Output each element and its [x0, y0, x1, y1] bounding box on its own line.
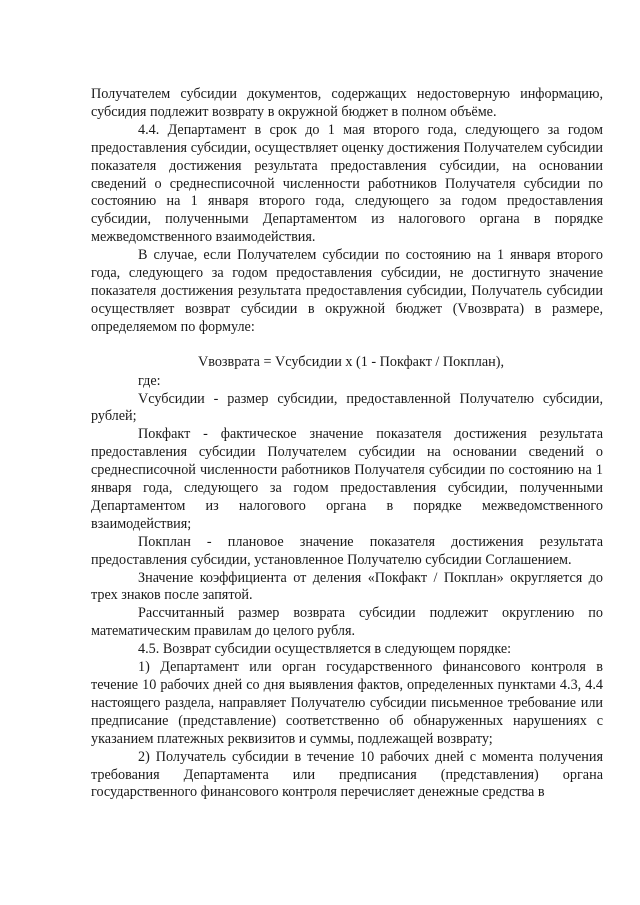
definition-vsubsidy: Vсубсидии - размер субсидии, предоставленной Получателю субсидии, рублей; — [91, 390, 603, 425]
paragraph-coefficient-rounding: Значение коэффициента от деления «Покфакт / Покплан» округляется до трех знаков после запятой. — [91, 569, 603, 604]
definition-pokfakt: Покфакт - фактическое значение показателя достижения результата предоставления субсидии Получателем субсидии на основании сведений о среднесписочной численности работников Получателя субсидии по состоянию на 1 января года, следующего за годом предоставления субсидии, полученными Департаментом из налогового органа в порядке межведомственного взаимодействия; — [91, 426, 603, 532]
refund-formula: Vвозврата = Vсубсидии x (1 - Покфакт / Покплан), — [197, 353, 504, 370]
paragraph-not-achieved: В случае, если Получателем субсидии по состоянию на 1 января второго года, следующего за годом предоставления субсидии, не достигнуто значение показателя достижения результата предоставления субсидии, Получатель субсидии осуществляет возврат субсидии в окружной бюджет (Vвозврата) в размере, определяемом по формуле: — [91, 247, 603, 335]
paragraph-refund-full-amount: Получателем субсидии документов, содержащих недостоверную информацию, субсидия подлежит возврату в окружной бюджет в полном объёме. — [91, 86, 603, 120]
paragraph-4-5: 4.5. Возврат субсидии осуществляется в следующем порядке: — [138, 641, 512, 658]
formula-where: где: — [138, 372, 161, 389]
definition-pokplan: Покплан - плановое значение показателя достижения результата предоставления субсидии, установленное Получателю субсидии Соглашением. — [91, 533, 603, 568]
paragraph-refund-rounding: Рассчитанный размер возврата субсидии подлежит округлению по математическим правилам до целого рубля. — [91, 605, 603, 640]
document-body — [91, 86, 603, 802]
list-item-2: 2) Получатель субсидии в течение 10 рабочих дней с момента получения требования Департамента или предписания (представления) органа государственного финансового контроля перечисляет денежные средства в — [91, 748, 603, 801]
paragraph-4-4: 4.4. Департамент в срок до 1 мая второго года, следующего за годом предоставления субсидии, осуществляет оценку достижения Получателем субсидии показателя достижения результата предоставления субсидии, на основании сведений о среднесписочной численности работников Получателя субсидии по состоянию на 1 января второго года, следующего за годом предоставления субсидии, полученными Департаментом из налогового органа в порядке межведомственного взаимодействия. — [91, 121, 603, 246]
list-item-1: 1) Департамент или орган государственного финансового контроля в течение 10 рабочих дней со дня выявления фактов, определенных пунктами 4.3, 4.4 настоящего раздела, направляет Получателю субсидии письменное требование или предписание (представление) соответственно об обнаруженных нарушениях с указанием платежных реквизитов и суммы, подлежащей возврату; — [91, 659, 603, 747]
